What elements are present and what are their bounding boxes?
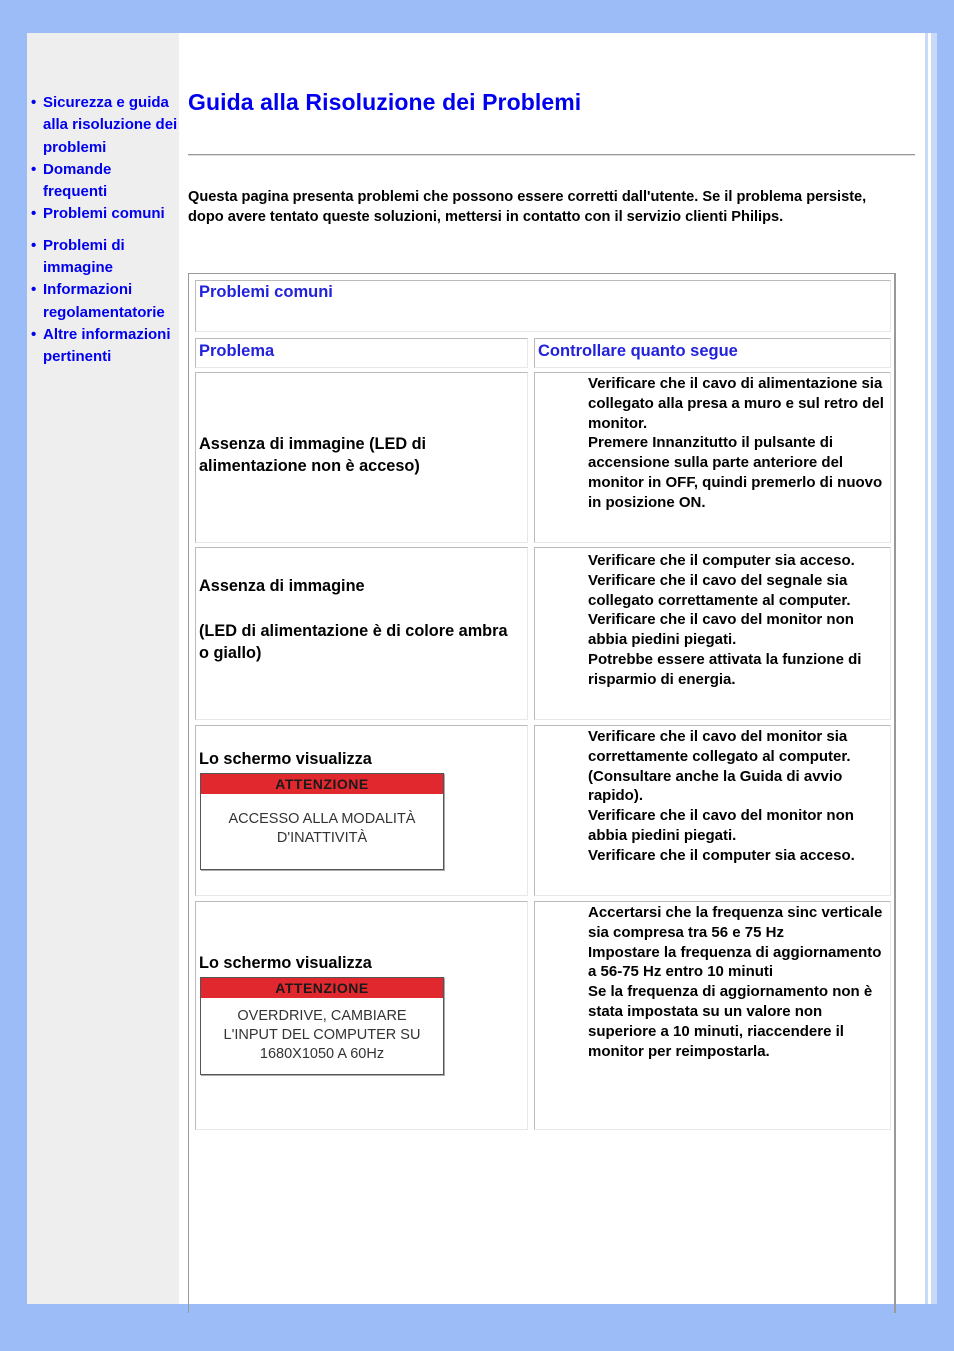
sidebar-item-sicurezza[interactable] bbox=[31, 92, 179, 159]
warning-line: D'INATTIVITÀ bbox=[276, 830, 368, 846]
intro-text: Questa pagina presenta problemi che possono essere corretti dall'utente. Se il problema persiste, dopo avere tentato queste soluzioni, mettersi in contatto con il servizio clienti Philips. bbox=[188, 189, 867, 225]
problem-text: Lo schermo visualizza bbox=[199, 954, 372, 972]
check-item: Verificare che il cavo del monitor non abbia piedini piegati. bbox=[588, 611, 854, 649]
sidebar-item-label[interactable]: Sicurezza e guida alla risoluzione dei problemi bbox=[43, 94, 178, 156]
bullet-icon: • bbox=[31, 325, 37, 343]
table-row-check bbox=[534, 547, 891, 720]
table-row-problem bbox=[195, 725, 528, 896]
sidebar-item-altre[interactable] bbox=[31, 324, 179, 369]
table-row-problem bbox=[195, 901, 528, 1130]
sidebar-item-problemi-comuni[interactable] bbox=[31, 203, 179, 225]
problem-text: Lo schermo visualizza bbox=[199, 750, 372, 768]
check-list bbox=[588, 727, 884, 866]
table-row-problem bbox=[195, 372, 528, 543]
check-item: Impostare la frequenza di aggiornamento a 56-75 Hz entro 10 minuti bbox=[588, 943, 882, 981]
warning-title: ATTENZIONE bbox=[201, 774, 443, 794]
sidebar-item-label[interactable]: Domande frequenti bbox=[43, 160, 112, 201]
problems-table bbox=[188, 273, 896, 1313]
check-item: Se la frequenza di aggiornamento non è stata impostata su un valore non superiore a 10 minuti, riaccendere il monitor per reimpostarla. bbox=[588, 983, 873, 1060]
check-item: Verificare che il cavo del segnale sia collegato correttamente al computer. bbox=[588, 571, 851, 609]
warning-line: L'INPUT DEL COMPUTER SU bbox=[223, 1027, 421, 1043]
check-item: Verificare che il cavo di alimentazione sia collegato alla presa a muro e sul retro del monitor. bbox=[588, 375, 884, 432]
warning-message bbox=[201, 794, 443, 848]
check-item: Accertarsi che la frequenza sinc verticale sia compresa tra 56 e 75 Hz bbox=[588, 904, 883, 941]
check-list bbox=[588, 551, 884, 690]
bullet-icon: • bbox=[31, 236, 37, 254]
warning-line: ACCESSO ALLA MODALITÀ bbox=[228, 811, 416, 827]
problem-text: Assenza di immagine (LED di alimentazione non è acceso) bbox=[199, 435, 427, 475]
table-row-check bbox=[534, 901, 891, 1130]
problem-text: Assenza di immagine bbox=[199, 577, 365, 595]
warning-dialog bbox=[200, 773, 444, 870]
check-item: Potrebbe essere attivata la funzione di risparmio di energia. bbox=[588, 650, 862, 688]
table-row-problem bbox=[195, 547, 528, 720]
header-cell-problem bbox=[195, 338, 528, 368]
sidebar bbox=[27, 33, 179, 1304]
divider bbox=[188, 154, 915, 156]
bullet-icon: • bbox=[31, 94, 37, 111]
table-caption: Problemi comuni bbox=[199, 283, 333, 301]
problem-note: (LED di alimentazione è di colore ambra o giallo) bbox=[199, 622, 508, 662]
check-item: Premere Innanzitutto il pulsante di accensione sulla parte anteriore del monitor in OFF, quindi premerlo di nuovo in posizione ON. bbox=[588, 434, 883, 511]
check-list bbox=[588, 374, 884, 513]
table-row-check bbox=[534, 372, 891, 543]
sidebar-item-problemi-immagine[interactable] bbox=[31, 235, 179, 280]
sidebar-item-informazioni[interactable] bbox=[31, 279, 179, 324]
table-caption-cell bbox=[195, 280, 891, 332]
nav-spacer bbox=[31, 226, 179, 235]
check-item: Verificare che il cavo del monitor non abbia piedini piegati. bbox=[588, 807, 854, 844]
header-cell-check bbox=[534, 338, 891, 368]
sidebar-item-label[interactable]: Informazioni regolamentatorie bbox=[43, 281, 165, 321]
warning-title: ATTENZIONE bbox=[201, 978, 443, 998]
sidebar-item-label[interactable]: Problemi comuni bbox=[43, 205, 165, 223]
page-edge bbox=[923, 33, 937, 1304]
warning-dialog bbox=[200, 977, 444, 1075]
sidebar-nav bbox=[31, 92, 179, 369]
page-title: Guida alla Risoluzione dei Problemi bbox=[188, 89, 582, 115]
check-item: Verificare che il cavo del monitor sia correttamente collegato al computer. (Consultare anche la Guida di avvio rapido). bbox=[588, 728, 851, 805]
sidebar-item-domande[interactable] bbox=[31, 159, 179, 204]
check-item: Verificare che il computer sia acceso. bbox=[588, 552, 855, 569]
table-row-check bbox=[534, 725, 891, 896]
page bbox=[27, 33, 923, 1304]
column-header-problem: Problema bbox=[199, 342, 275, 360]
bullet-icon: • bbox=[31, 281, 37, 299]
warning-line: 1680X1050 A 60Hz bbox=[259, 1046, 385, 1062]
warning-line: OVERDRIVE, CAMBIARE bbox=[237, 1008, 407, 1024]
bullet-icon: • bbox=[31, 205, 37, 223]
sidebar-item-label[interactable]: Problemi di immagine bbox=[43, 236, 125, 277]
warning-message bbox=[201, 998, 443, 1064]
check-item: Verificare che il computer sia acceso. bbox=[588, 846, 855, 864]
bullet-icon: • bbox=[31, 160, 37, 178]
column-header-check: Controllare quanto segue bbox=[538, 342, 738, 360]
sidebar-item-label[interactable]: Altre informazioni pertinenti bbox=[43, 325, 171, 366]
check-list bbox=[588, 903, 884, 1061]
